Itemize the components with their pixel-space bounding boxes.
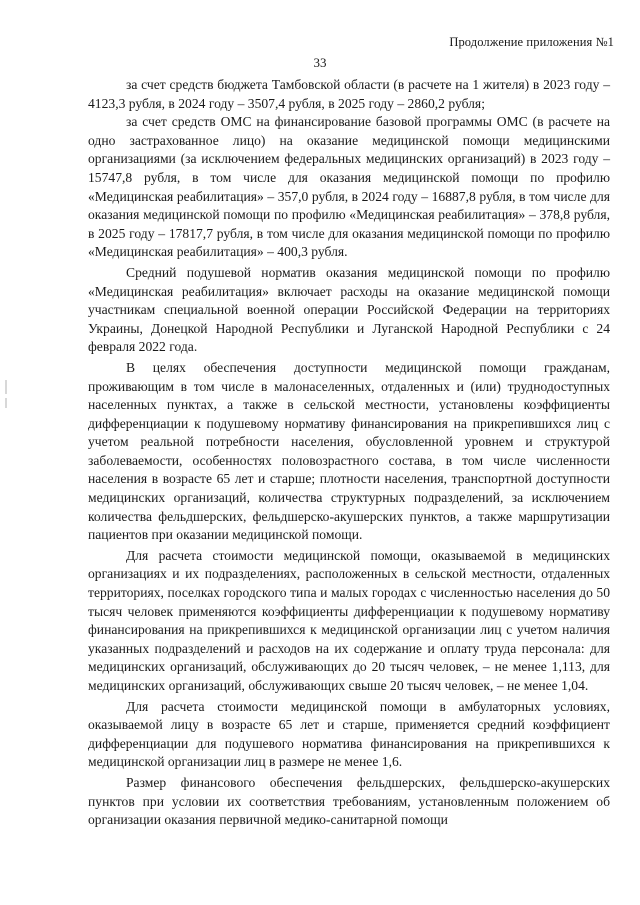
document-body — [88, 76, 610, 830]
scan-margin-mark — [5, 380, 7, 394]
paragraph-differentiation-coefficients: В целях обеспечения доступности медицинской помощи гражданам, проживающим в том числе в малонаселенных, отдаленных и (или) труднодоступных населенных пунктах, а также в сельской местности, установлены коэффициенты дифференциации к подушевому нормативу финансирования на прикрепившихся лиц с учетом реальной потребности населения, обусловленной уровнем и структурой заболеваемости, особенностях половозрастного состава, в том числе численности населения в возрасте 65 лет и старше; плотности населения, транспортной доступности медицинских организаций, количества структурных подразделений, за исключением количества фельдшерских, фельдшерско-акушерских пунктов, а также маршрутизации пациентов при оказании медицинской помощи. — [88, 359, 610, 543]
paragraph-budget-funding: за счет средств бюджета Тамбовской области (в расчете на 1 жителя) в 2023 году – 4123,3 рубля, в 2024 году – 3507,4 рубля, в 2025 году – 2860,2 рубля; — [88, 77, 610, 111]
paragraph-rural-coefficients: Для расчета стоимости медицинской помощи, оказываемой в медицинских организациях и их подразделениях, расположенных в сельской местности, отдаленных территориях, поселках городского типа и малых городах с численностью населения до 50 тысяч человек применяются коэффициенты дифференциации к подушевому нормативу финансирования на прикрепившихся к медицинской организации лиц с учетом наличия указанных подразделений и расходов на их содержание и оплату труда персонала: для медицинских организаций, обслуживающих до 20 тысяч человек, – не менее 1,113, для медицинских организаций, обслуживающих свыше 20 тысяч человек, – не менее 1,04. — [88, 547, 610, 693]
appendix-continuation-note: Продолжение приложения №1 — [449, 35, 614, 49]
scan-margin-mark — [5, 398, 7, 408]
paragraph-rehabilitation-norm: Средний подушевой норматив оказания медицинской помощи по профилю «Медицинская реабилитация» включает расходы на оказание медицинской помощи участникам специальной военной операции Российской Федерации на территориях Украины, Донецкой Народной Республики и Луганской Народной Республики с 24 февраля 2022 года. — [88, 264, 610, 355]
paragraph-elderly-coefficient: Для расчета стоимости медицинской помощи в амбулаторных условиях, оказываемой лицу в возрасте 65 лет и старше, применяется средний коэффициент дифференциации для подушевого норматива финансирования на прикрепившихся к медицинской организации лиц в размере не менее 1,6. — [88, 698, 610, 770]
page-number: 33 — [313, 55, 327, 70]
paragraph-oms-funding: за счет средств ОМС на финансирование базовой программы ОМС (в расчете на одно застрахованное лицо) на оказание медицинской помощи медицинскими организациями (за исключением федеральных медицинских организаций) в 2023 году – 15747,8 рубля, в том числе для оказания медицинской помощи по профилю «Медицинская реабилитация» – 357,0 рубля, в 2024 году – 16887,8 рубля, в том числе для оказания медицинской помощи по профилю «Медицинская реабилитация» – 378,8 рубля, в 2025 году – 17817,7 рубля, в том числе для оказания медицинской помощи по профилю «Медицинская реабилитация» – 400,3 рубля. — [88, 114, 610, 260]
paragraph-feldsher-points: Размер финансового обеспечения фельдшерских, фельдшерско-акушерских пунктов при условии их соответствия требованиям, установленным положением об организации оказания первичной медико-санитарной помощи — [88, 774, 610, 828]
